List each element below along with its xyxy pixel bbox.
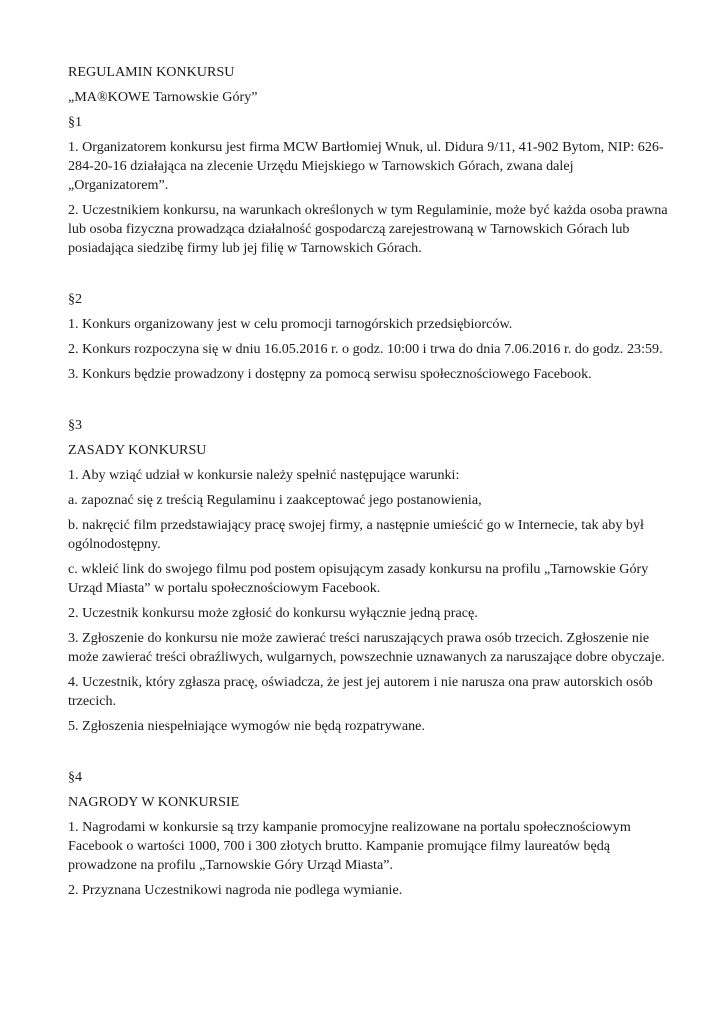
section-mark: §4	[68, 769, 83, 785]
paragraph: a. zapoznać się z treścią Regulaminu i zaakceptować jego postanowienia,	[68, 492, 482, 508]
section-4	[68, 768, 668, 900]
section-1	[68, 113, 668, 258]
paragraph: 1. Konkurs organizowany jest w celu promocji tarnogórskich przedsiębiorców.	[68, 316, 513, 332]
section-mark: §1	[68, 114, 83, 130]
document-page	[68, 63, 668, 906]
section-2	[68, 290, 668, 384]
section-mark: §2	[68, 291, 83, 307]
paragraph: 2. Uczestnik konkursu może zgłosić do konkursu wyłącznie jedną pracę.	[68, 605, 478, 621]
paragraph: 3. Zgłoszenie do konkursu nie może zawierać treści naruszających prawa osób trzecich. Zgłoszenie nie może zawierać treści obraźliwych, wulgarnych, powszechnie uznawanych za naruszające dobre obyczaje.	[68, 630, 665, 665]
section-spacer	[68, 264, 668, 290]
paragraph: 2. Przyznana Uczestnikowi nagroda nie podlega wymianie.	[68, 882, 403, 898]
paragraph: c. wkleić link do swojego filmu pod postem opisującym zasady konkursu na profilu „Tarnowskie Góry Urząd Miasta” w portalu społecznościowym Facebook.	[68, 561, 649, 596]
section-3	[68, 416, 668, 736]
document-title: REGULAMIN KONKURSU	[68, 64, 235, 80]
paragraph: 2. Uczestnikiem konkursu, na warunkach określonych w tym Regulaminie, może być każda osoba prawna lub osoba fizyczna prowadząca działalność gospodarczą zarejestrowaną w Tarnowskich Górach lub posiadająca siedzibę firmy lub jej filię w Tarnowskich Górach.	[68, 202, 668, 256]
paragraph: 1. Nagrodami w konkursie są trzy kampanie promocyjne realizowane na portalu społecznościowym Facebook o wartości 1000, 700 i 300 złotych brutto. Kampanie promujące filmy laureatów będą prowadzone na profilu „Tarnowskie Góry Urząd Miasta”.	[68, 819, 631, 873]
section-spacer	[68, 390, 668, 416]
section-heading: NAGRODY W KONKURSIE	[68, 794, 240, 810]
paragraph: 3. Konkurs będzie prowadzony i dostępny za pomocą serwisu społecznościowego Facebook.	[68, 366, 592, 382]
paragraph: 2. Konkurs rozpoczyna się w dniu 16.05.2016 r. o godz. 10:00 i trwa do dnia 7.06.2016 r. do godz. 23:59.	[68, 341, 663, 357]
paragraph: 1. Aby wziąć udział w konkursie należy spełnić następujące warunki:	[68, 467, 460, 483]
paragraph: 1. Organizatorem konkursu jest firma MCW Bartłomiej Wnuk, ul. Didura 9/11, 41-902 Bytom, NIP: 626-284-20-16 działająca na zlecenie Urzędu Miejskiego w Tarnowskich Górach, zwana dalej „Organizatorem”.	[68, 139, 664, 193]
document-subtitle: „MA®KOWE Tarnowskie Góry”	[68, 89, 258, 105]
section-spacer	[68, 742, 668, 768]
section-mark: §3	[68, 417, 83, 433]
section-heading: ZASADY KONKURSU	[68, 442, 207, 458]
paragraph: 4. Uczestnik, który zgłasza pracę, oświadcza, że jest jej autorem i nie narusza ona praw autorskich osób trzecich.	[68, 674, 653, 709]
paragraph: b. nakręcić film przedstawiający pracę swojej firmy, a następnie umieścić go w Internecie, tak aby był ogólnodostępny.	[68, 517, 644, 552]
paragraph: 5. Zgłoszenia niespełniające wymogów nie będą rozpatrywane.	[68, 718, 425, 734]
